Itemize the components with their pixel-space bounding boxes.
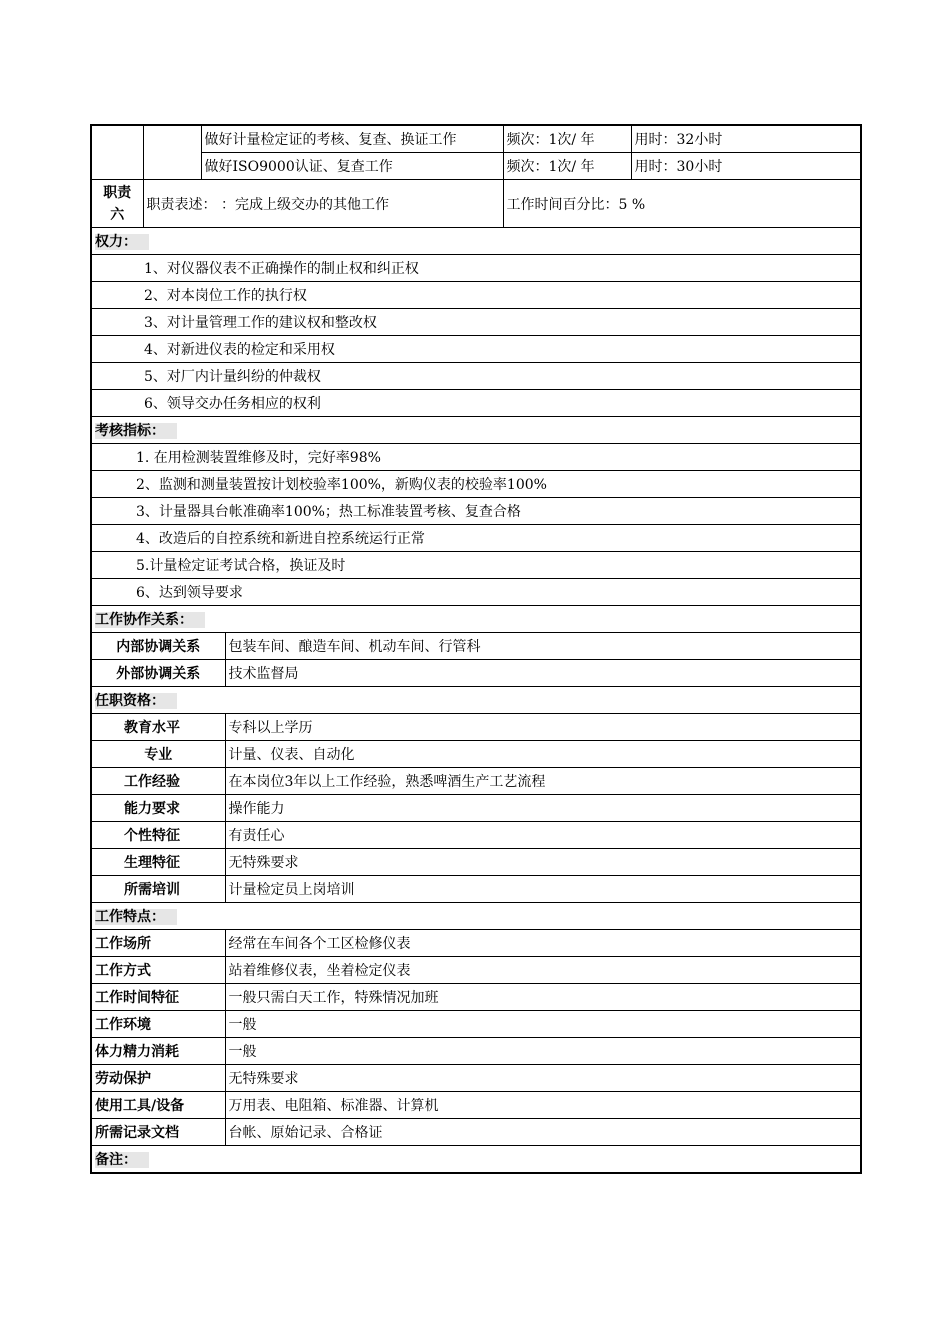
table-row bbox=[91, 1065, 861, 1092]
table-row bbox=[91, 795, 861, 822]
row-label: 工作经验 bbox=[91, 768, 225, 795]
list-item: 5、对厂内计量纠纷的仲裁权 bbox=[91, 363, 861, 390]
row-value: 在本岗位3年以上工作经验，熟悉啤酒生产工艺流程 bbox=[225, 768, 861, 795]
kpi-title: 考核指标： bbox=[95, 423, 177, 439]
row-value: 万用表、电阻箱、标准器、计算机 bbox=[225, 1092, 861, 1119]
row-label: 使用工具/设备 bbox=[91, 1092, 225, 1119]
row-value: 计量、仪表、自动化 bbox=[225, 741, 861, 768]
row-value: 技术监督局 bbox=[225, 660, 861, 687]
section-header-authority bbox=[91, 228, 861, 255]
list-item: 2、对本岗位工作的执行权 bbox=[91, 282, 861, 309]
duty-six-description: 职责表述： ：完成上级交办的其他工作 bbox=[143, 180, 503, 228]
duty-six-percent: 工作时间百分比：5 % bbox=[503, 180, 861, 228]
duty-task: 做好ISO9000认证、复查工作 bbox=[201, 153, 503, 180]
qualification-title: 任职资格： bbox=[95, 693, 177, 709]
duty-frequency: 频次：1次/ 年 bbox=[503, 125, 631, 153]
row-label: 教育水平 bbox=[91, 714, 225, 741]
authority-title: 权力： bbox=[95, 234, 149, 250]
table-row bbox=[91, 1011, 861, 1038]
section-header-remarks bbox=[91, 1146, 861, 1174]
row-label: 外部协调关系 bbox=[91, 660, 225, 687]
table-row bbox=[91, 1092, 861, 1119]
row-value: 无特殊要求 bbox=[225, 849, 861, 876]
table-row bbox=[91, 1119, 861, 1146]
section-header-features bbox=[91, 903, 861, 930]
list-item: 6、达到领导要求 bbox=[91, 579, 861, 606]
list-item: 3、对计量管理工作的建议权和整改权 bbox=[91, 309, 861, 336]
table-row bbox=[91, 1038, 861, 1065]
list-item: 1、对仪器仪表不正确操作的制止权和纠正权 bbox=[91, 255, 861, 282]
table-row bbox=[91, 660, 861, 687]
table-row bbox=[91, 768, 861, 795]
row-label: 专业 bbox=[91, 741, 225, 768]
list-item: 1. 在用检测装置维修及时，完好率98% bbox=[91, 444, 861, 471]
features-title: 工作特点： bbox=[95, 909, 177, 925]
row-label: 内部协调关系 bbox=[91, 633, 225, 660]
row-value: 一般 bbox=[225, 1011, 861, 1038]
row-value: 一般只需白天工作，特殊情况加班 bbox=[225, 984, 861, 1011]
table-row bbox=[91, 741, 861, 768]
row-value: 操作能力 bbox=[225, 795, 861, 822]
section-header-qualification bbox=[91, 687, 861, 714]
list-item: 5.计量检定证考试合格，换证及时 bbox=[91, 552, 861, 579]
duty-task: 做好计量检定证的考核、复查、换证工作 bbox=[201, 125, 503, 153]
row-label: 所需培训 bbox=[91, 876, 225, 903]
row-label: 劳动保护 bbox=[91, 1065, 225, 1092]
row-label: 能力要求 bbox=[91, 795, 225, 822]
section-header-cooperation bbox=[91, 606, 861, 633]
duty-time: 用时：30小时 bbox=[631, 153, 861, 180]
table-row bbox=[91, 984, 861, 1011]
row-value: 无特殊要求 bbox=[225, 1065, 861, 1092]
row-label: 所需记录文档 bbox=[91, 1119, 225, 1146]
row-value: 经常在车间各个工区检修仪表 bbox=[225, 930, 861, 957]
duty-frequency: 频次：1次/ 年 bbox=[503, 153, 631, 180]
row-label: 体力精力消耗 bbox=[91, 1038, 225, 1065]
duty-six-row bbox=[91, 180, 861, 228]
list-item: 2、监测和测量装置按计划校验率100%，新购仪表的校验率100% bbox=[91, 471, 861, 498]
row-label: 工作方式 bbox=[91, 957, 225, 984]
table-row bbox=[91, 957, 861, 984]
duty-label-cell bbox=[91, 125, 143, 180]
row-label: 工作环境 bbox=[91, 1011, 225, 1038]
row-label: 个性特征 bbox=[91, 822, 225, 849]
cooperation-title: 工作协作关系： bbox=[95, 612, 205, 628]
duty-row bbox=[91, 153, 861, 180]
row-value: 包装车间、酿造车间、机动车间、行管科 bbox=[225, 633, 861, 660]
table-row bbox=[91, 930, 861, 957]
table-row bbox=[91, 849, 861, 876]
row-value: 站着维修仪表，坐着检定仪表 bbox=[225, 957, 861, 984]
section-header-kpi bbox=[91, 417, 861, 444]
row-value: 专科以上学历 bbox=[225, 714, 861, 741]
job-description-table bbox=[90, 124, 862, 1174]
list-item: 3、计量器具台帐准确率100%；热工标准装置考核、复查合格 bbox=[91, 498, 861, 525]
list-item: 6、领导交办任务相应的权利 bbox=[91, 390, 861, 417]
table-row bbox=[91, 633, 861, 660]
row-value: 计量检定员上岗培训 bbox=[225, 876, 861, 903]
row-label: 工作场所 bbox=[91, 930, 225, 957]
list-item: 4、对新进仪表的检定和采用权 bbox=[91, 336, 861, 363]
table-row bbox=[91, 822, 861, 849]
row-value: 一般 bbox=[225, 1038, 861, 1065]
duty-time: 用时：32小时 bbox=[631, 125, 861, 153]
table-row bbox=[91, 876, 861, 903]
duty-row bbox=[91, 125, 861, 153]
row-label: 工作时间特征 bbox=[91, 984, 225, 1011]
list-item: 4、改造后的自控系统和新进自控系统运行正常 bbox=[91, 525, 861, 552]
job-description-sheet bbox=[90, 124, 860, 1174]
row-label: 生理特征 bbox=[91, 849, 225, 876]
row-value: 有责任心 bbox=[225, 822, 861, 849]
duty-sub-cell bbox=[143, 125, 201, 180]
table-row bbox=[91, 714, 861, 741]
row-value: 台帐、原始记录、合格证 bbox=[225, 1119, 861, 1146]
duty-six-label: 职责六 bbox=[91, 180, 143, 228]
remarks-title: 备注： bbox=[95, 1152, 149, 1168]
